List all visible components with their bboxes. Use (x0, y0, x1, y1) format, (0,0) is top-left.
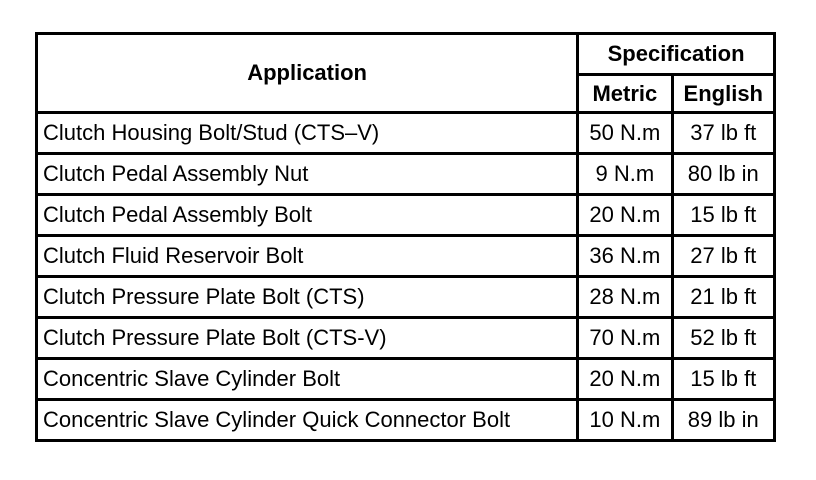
english-cell: 21 lb ft (672, 277, 774, 318)
english-cell: 27 lb ft (672, 236, 774, 277)
application-cell: Clutch Pedal Assembly Nut (37, 154, 578, 195)
table-row (37, 318, 775, 359)
english-cell: 80 lb in (672, 154, 774, 195)
english-cell: 15 lb ft (672, 195, 774, 236)
application-cell: Clutch Housing Bolt/Stud (CTS–V) (37, 113, 578, 154)
english-header: English (672, 75, 774, 113)
english-cell: 89 lb in (672, 400, 774, 441)
torque-spec-table (35, 32, 776, 442)
metric-cell: 20 N.m (578, 359, 672, 400)
specification-header: Specification (578, 34, 775, 75)
application-cell: Clutch Pressure Plate Bolt (CTS-V) (37, 318, 578, 359)
application-cell: Clutch Pressure Plate Bolt (CTS) (37, 277, 578, 318)
table-row (37, 113, 775, 154)
english-cell: 15 lb ft (672, 359, 774, 400)
metric-cell: 70 N.m (578, 318, 672, 359)
application-cell: Clutch Fluid Reservoir Bolt (37, 236, 578, 277)
metric-cell: 28 N.m (578, 277, 672, 318)
table-row (37, 277, 775, 318)
metric-cell: 50 N.m (578, 113, 672, 154)
table-row (37, 195, 775, 236)
table-row (37, 400, 775, 441)
application-cell: Clutch Pedal Assembly Bolt (37, 195, 578, 236)
metric-header: Metric (578, 75, 672, 113)
metric-cell: 20 N.m (578, 195, 672, 236)
application-cell: Concentric Slave Cylinder Bolt (37, 359, 578, 400)
metric-cell: 36 N.m (578, 236, 672, 277)
english-cell: 52 lb ft (672, 318, 774, 359)
table-row (37, 359, 775, 400)
table-row (37, 236, 775, 277)
metric-cell: 9 N.m (578, 154, 672, 195)
application-cell: Concentric Slave Cylinder Quick Connector Bolt (37, 400, 578, 441)
metric-cell: 10 N.m (578, 400, 672, 441)
table-row (37, 154, 775, 195)
application-header: Application (37, 34, 578, 113)
english-cell: 37 lb ft (672, 113, 774, 154)
